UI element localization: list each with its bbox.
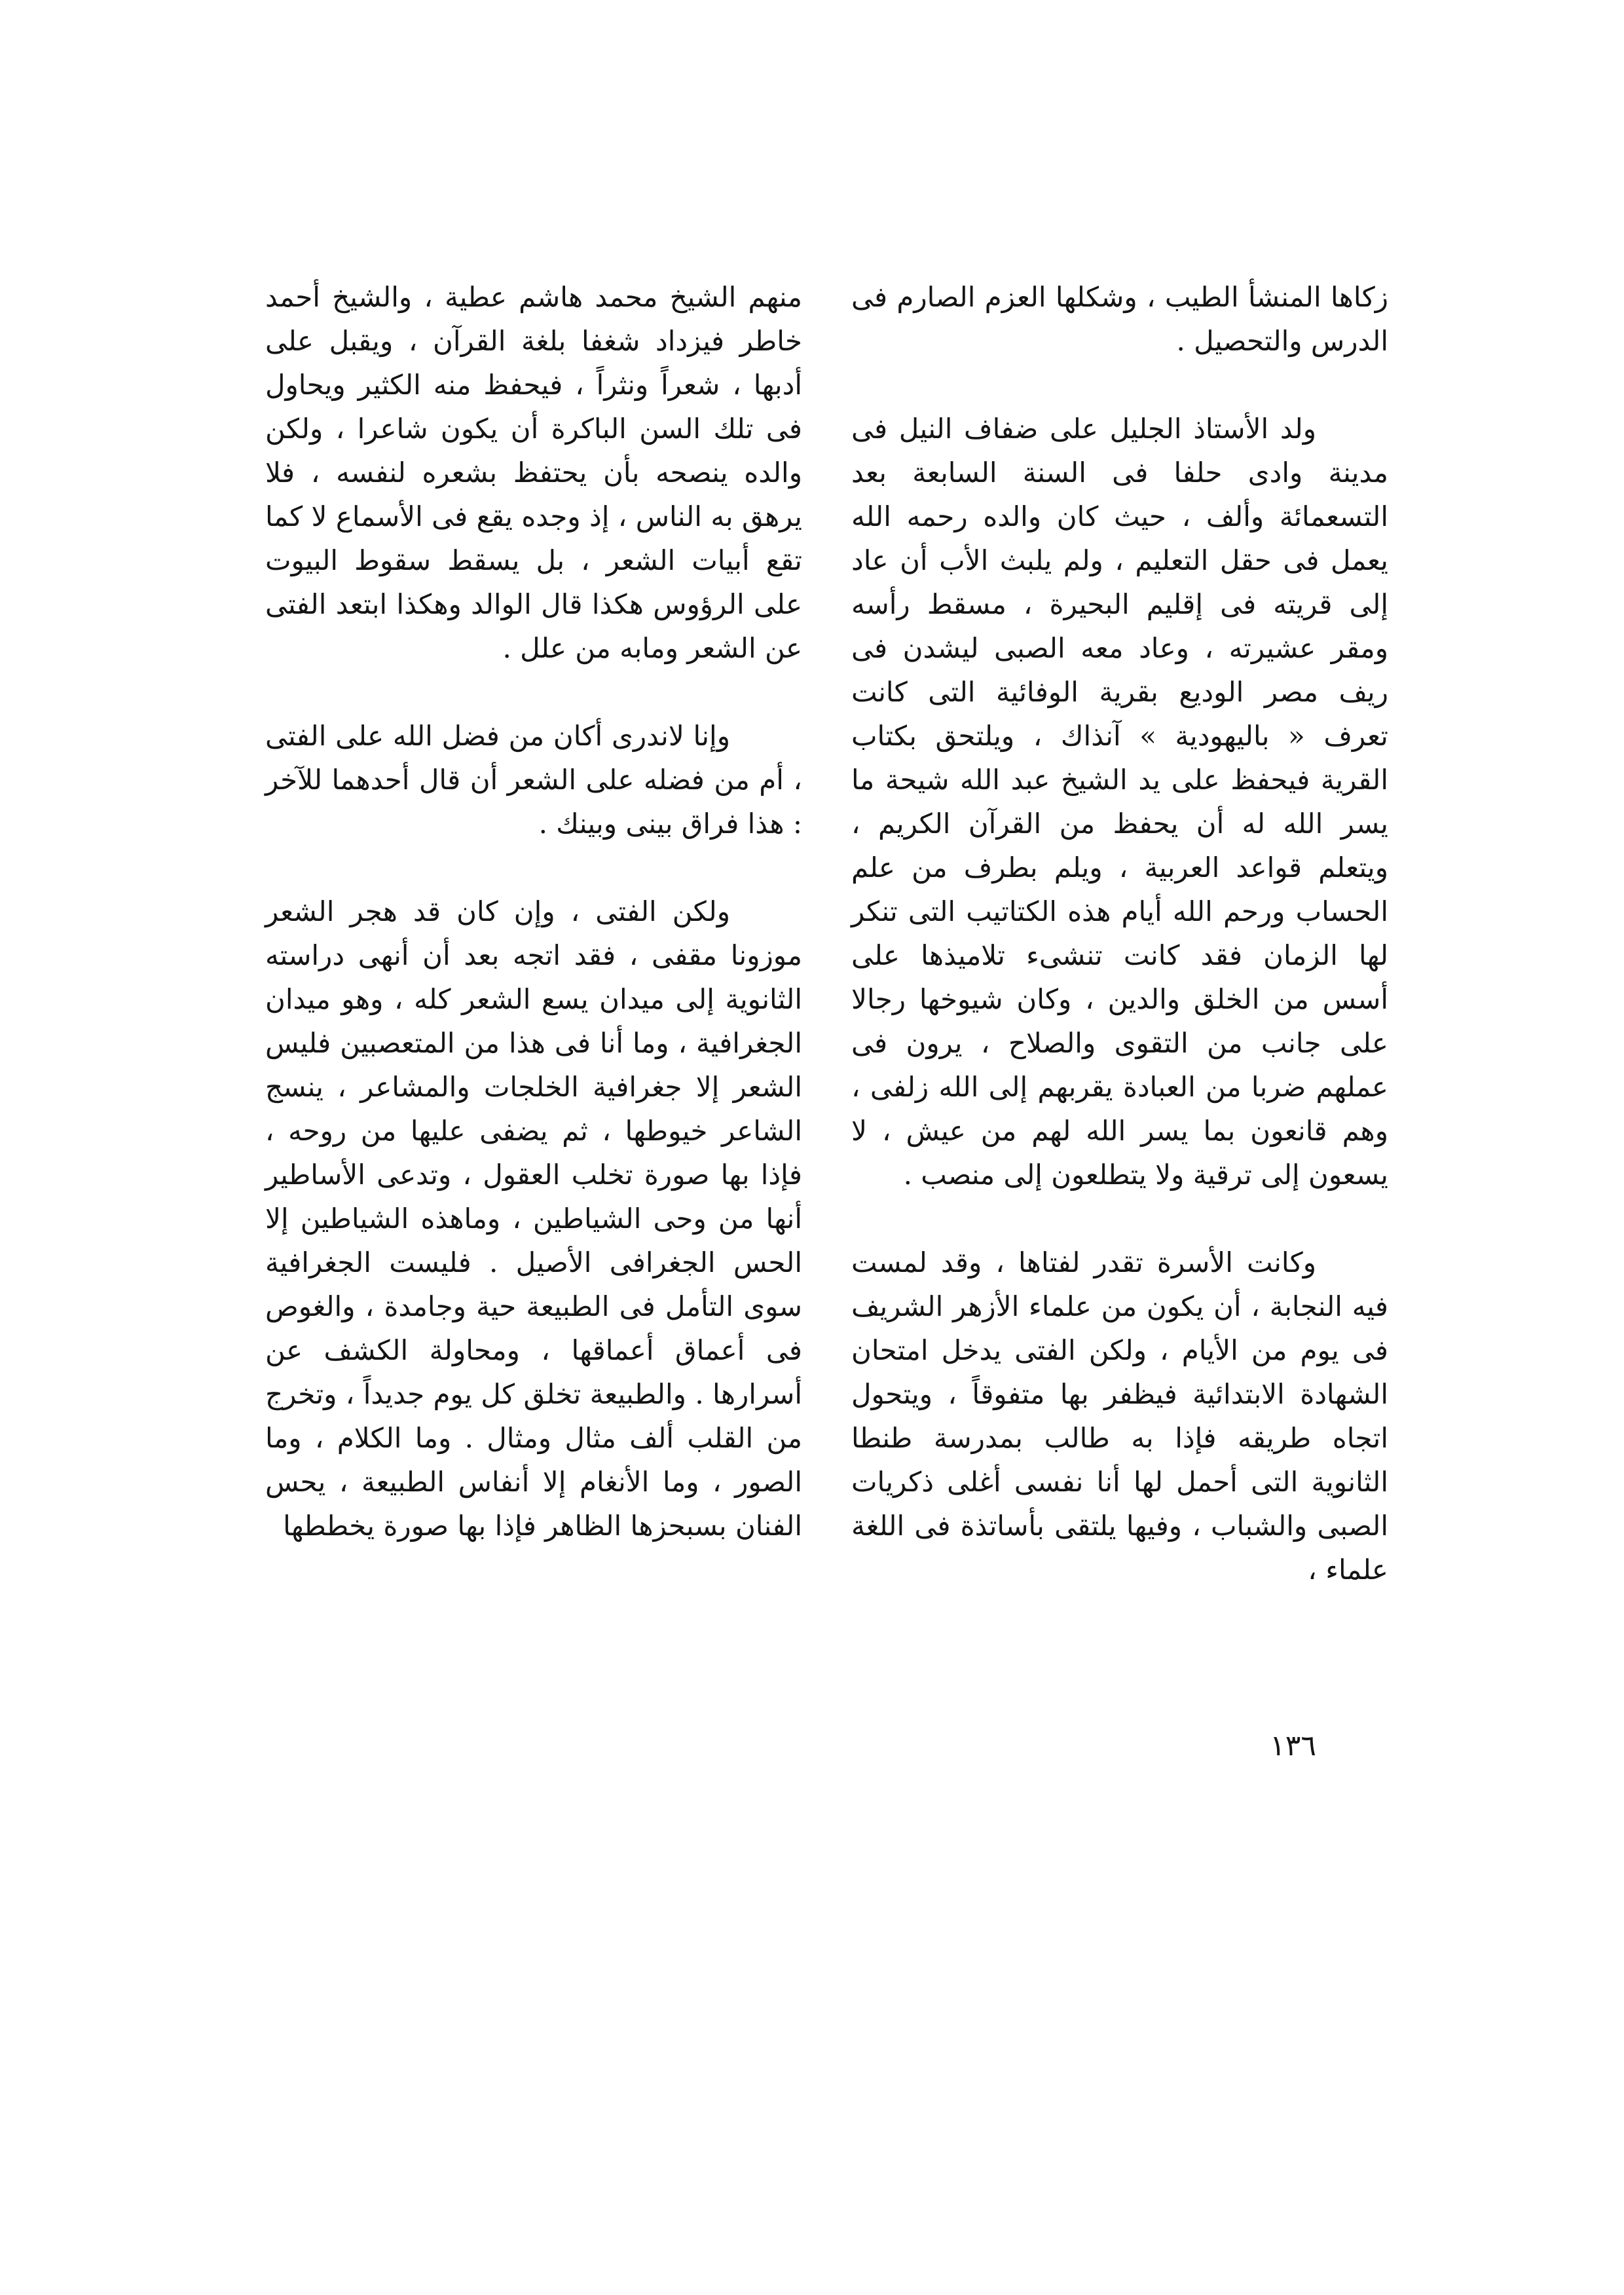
right-paragraph-1: زكاها المنشأ الطيب ، وشكلها العزم الصارم فى الدرس والتحصيل . [851, 281, 1388, 357]
right-paragraph-3: وكانت الأسرة تقدر لفتاها ، وقد لمست فيه النجابة ، أن يكون من علماء الأزهر الشريف فى يوم من الأيام ، ولكن الفتى يدخل امتحان الشهادة الابتدائية فيظفر بها متفوقاً ، ويتحول اتجاه طريقه فإذا به طالب بمدرسة طنطا الثانوية التى أحمل لها أنا نفسى أغلى ذكريات الصبى والشباب ، وفيها يلتقى بأساتذة فى اللغة علماء ، [851, 1246, 1388, 1586]
left-paragraph-1: منهم الشيخ محمد هاشم عطية ، والشيخ أحمد خاطر فيزداد شغفا بلغة القرآن ، ويقبل على أدبها ، شعراً ونثراً ، فيحفظ منه الكثير ويحاول فى تلك السن الباكرة أن يكون شاعرا ، ولكن والده ينصحه بأن يحتفظ بشعره لنفسه ، فلا يرهق به الناس ، إذ وجده يقع فى الأسماع لا كما تقع أبيات الشعر ، بل يسقط سقوط البيوت على الرؤوس هكذا قال الوالد وهكذا ابتعد الفتى عن الشعر ومابه من علل . [265, 281, 802, 664]
left-column [265, 275, 802, 1548]
right-paragraph-2: ولد الأستاذ الجليل على ضفاف النيل فى مدينة وادى حلفا فى السنة السابعة بعد التسعمائة وألف ، حيث كان والده رحمه الله يعمل فى حقل التعليم ، ولم يلبث الأب أن عاد إلى قريته فى إقليم البحيرة ، مسقط رأسه ومقر عشيرته ، وعاد معه الصبى ليشدن فى ريف مصر الوديع بقرية الوفائية التى كانت تعرف « باليهودية » آنذاك ، ويلتحق بكتاب القرية فيحفظ على يد الشيخ عبد الله شيحة ما يسر الله له أن يحفظ من القرآن الكريم ، ويتعلم قواعد العربية ، ويلم بطرف من علم الحساب ورحم الله أيام هذه الكتاتيب التى تنكر لها الزمان فقد كانت تنشىء تلاميذها على أسس من الخلق والدين ، وكان شيوخها رجالا على جانب من التقوى والصلاح ، يرون فى عملهم ضربا من العبادة يقربهم إلى الله زلفى ، وهم قانعون بما يسر الله لهم من عيش ، لا يسعون إلى ترقية ولا يتطلعون إلى منصب . [851, 413, 1388, 1191]
left-paragraph-3: ولكن الفتى ، وإن كان قد هجر الشعر موزونا مقفى ، فقد اتجه بعد أن أنهى دراسته الثانوية إلى ميدان يسع الشعر كله ، وهو ميدان الجغرافية ، وما أنا فى هذا من المتعصبين فليس الشعر إلا جغرافية الخلجات والمشاعر ، ينسج الشاعر خيوطها ، ثم يضفى عليها من روحه ، فإذا بها صورة تخلب العقول ، وتدعى الأساطير أنها من وحى الشياطين ، وماهذه الشياطين إلا الحس الجغرافى الأصيل . فليست الجغرافية سوى التأمل فى الطبيعة حية وجامدة ، والغوص فى أعماق أعماقها ، ومحاولة الكشف عن أسرارها . والطبيعة تخلق كل يوم جديداً ، وتخرج من القلب ألف مثال ومثال . وما الكلام ، وما الصور ، وما الأنغام إلا أنفاس الطبيعة ، يحس الفنان بسبحزها الظاهر فإذا بها صورة يخططها [265, 895, 802, 1542]
left-paragraph-2: وإنا لاندرى أكان من فضل الله على الفتى ، أم من فضله على الشعر أن قال أحدهما للآخر : هذا فراق بينى وبينك . [265, 720, 802, 840]
page-number: ١٣٦ [1270, 1729, 1316, 1763]
right-column [851, 275, 1388, 1592]
